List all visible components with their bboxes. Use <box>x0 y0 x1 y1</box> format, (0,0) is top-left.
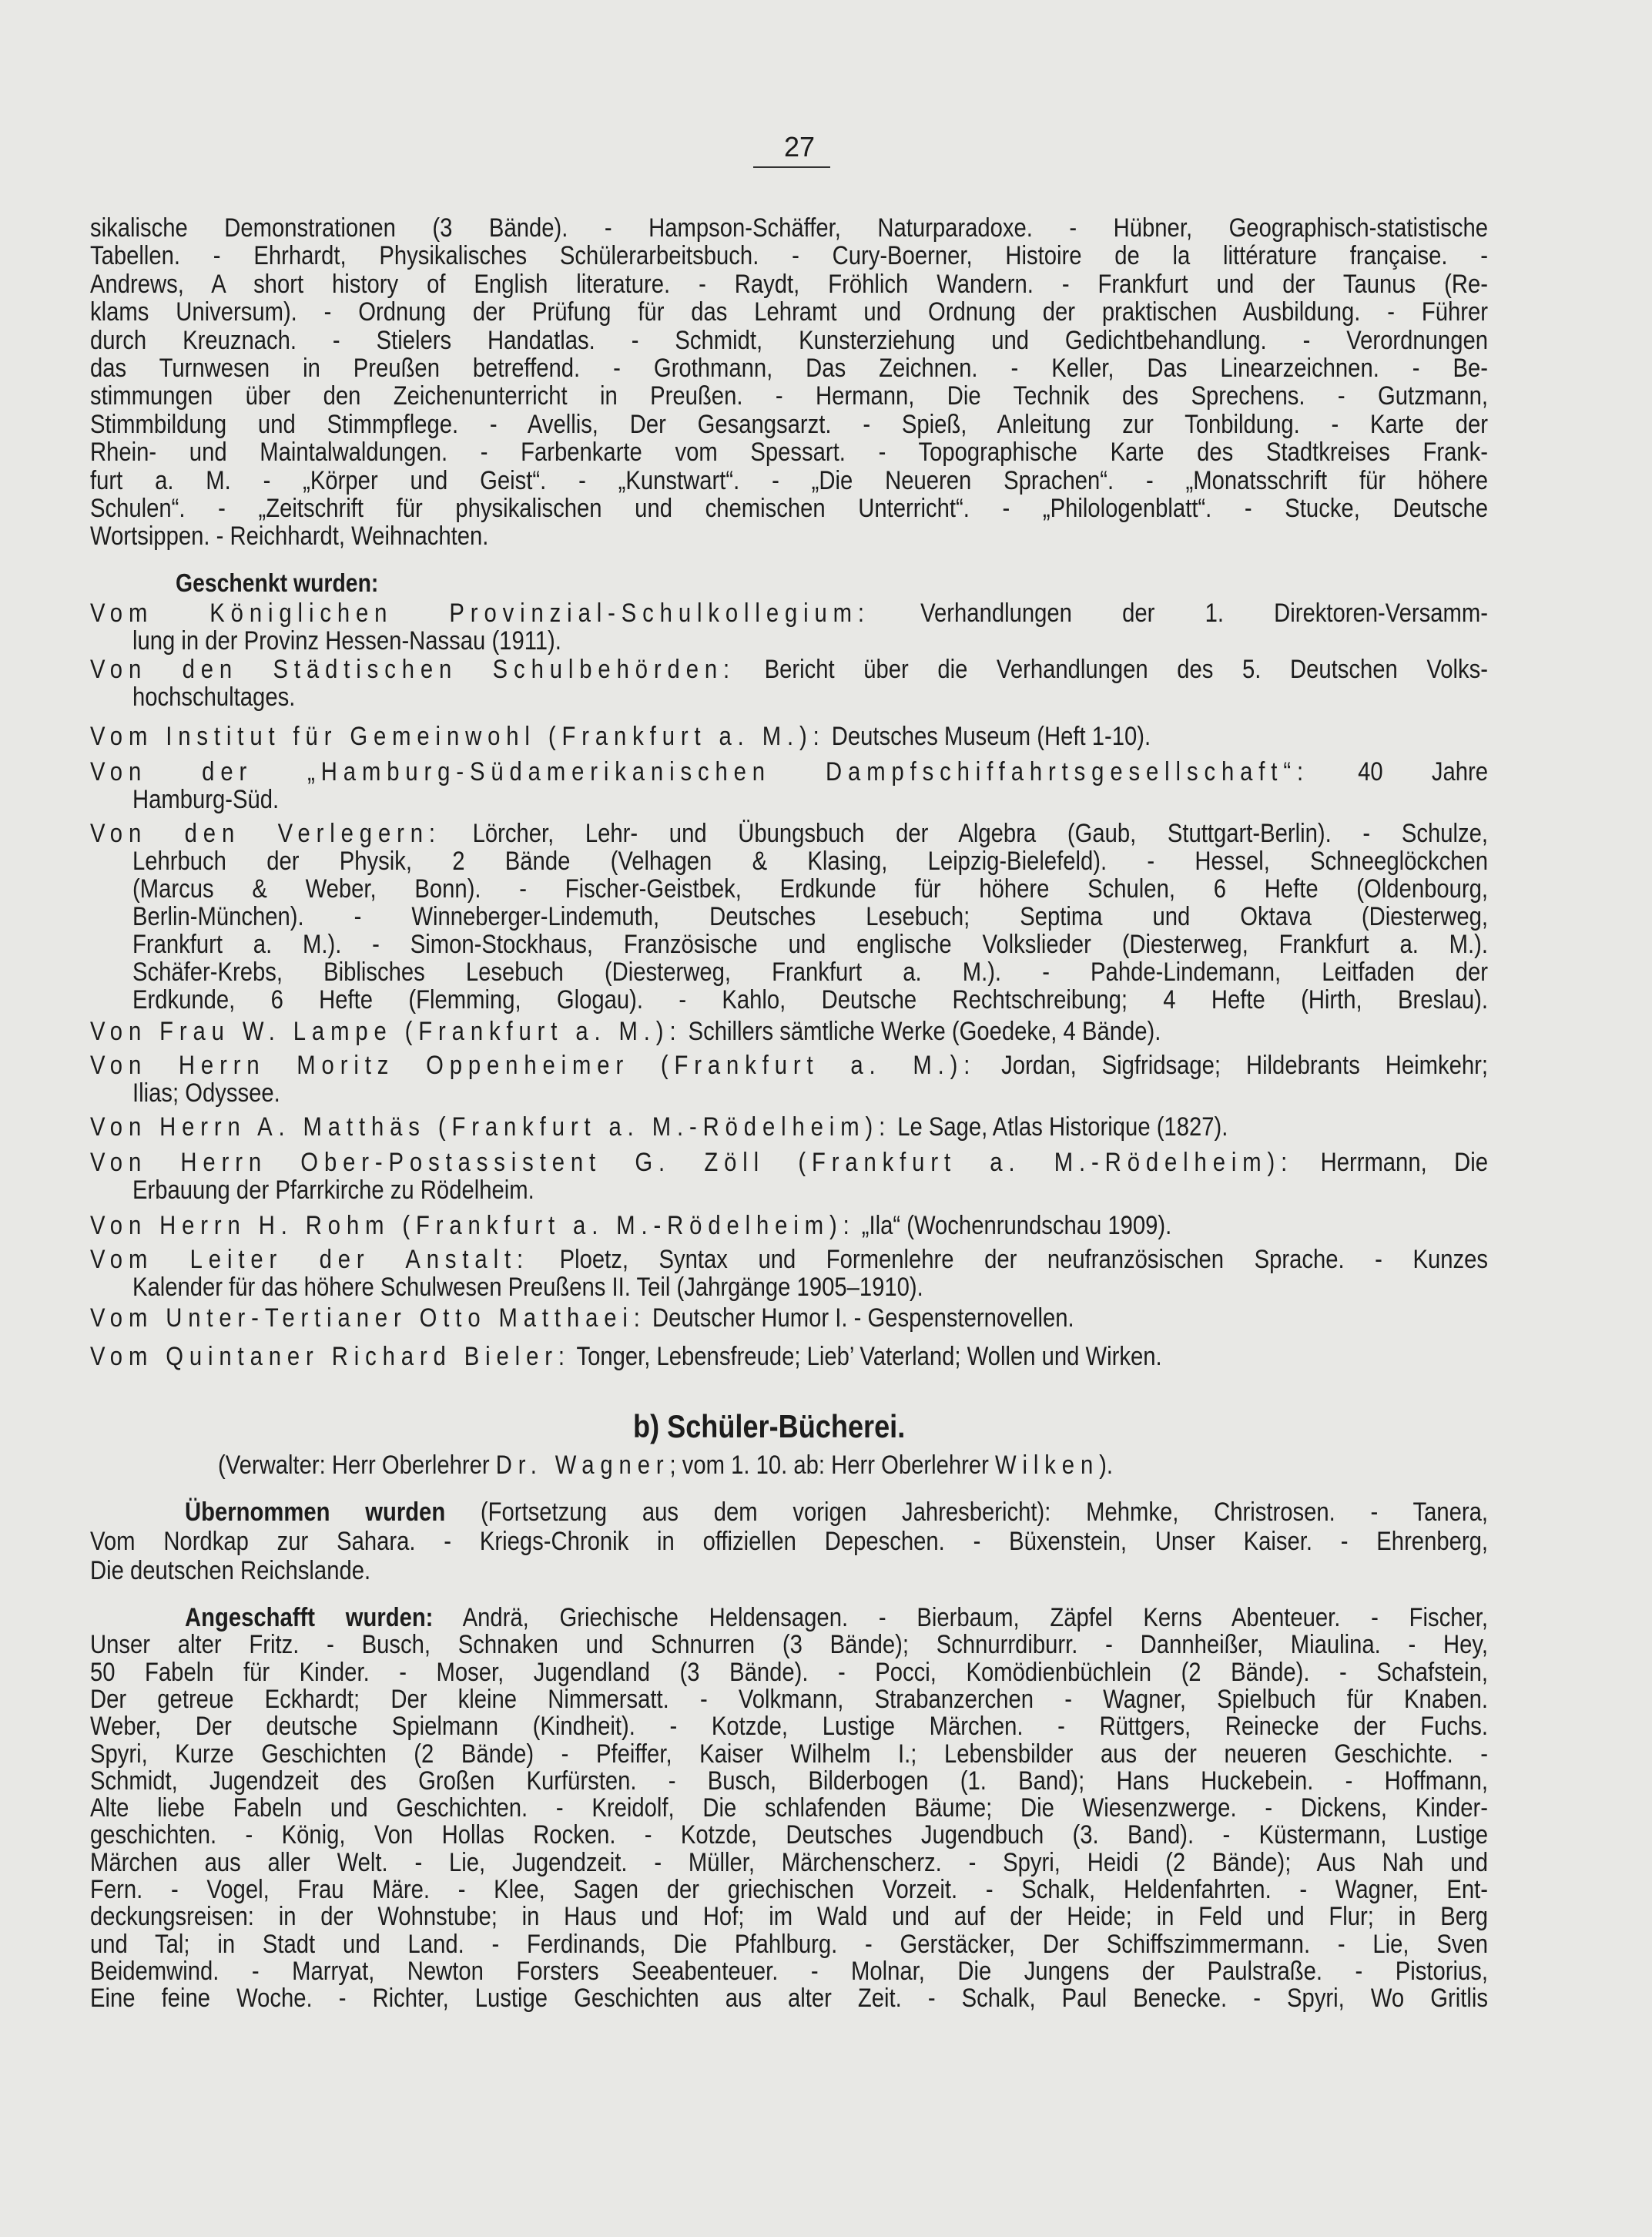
angeschafft-line: 50 Fabeln für Kinder. - Moser, Jugendland (3 Bände). - Pocci, Komödienbüchlein (2 Bände). - Schafstein, <box>90 1657 1488 1687</box>
text-line: sikalische Demonstrationen (3 Bände). - Hampson-Schäffer, Naturparadoxe. - Hübner, Geographisch-statistische <box>90 213 1488 243</box>
donation-entry <box>90 656 1488 683</box>
donation-entry-continuation: Hamburg-Süd. <box>132 785 280 814</box>
donation-entry <box>90 1212 1488 1239</box>
uebernommen-label: Übernommen wurden <box>185 1497 446 1527</box>
donation-entry <box>90 1304 1488 1332</box>
donation-entry <box>90 599 1488 627</box>
section-title-schuelerbuecherei: b) Schüler-Bücherei. <box>633 1408 906 1444</box>
text-line: Stimmbildung und Stimmpflege. - Avellis, Der Gesangsarzt. - Spieß, Anleitung zur Tonbildung. - Karte der <box>90 409 1488 439</box>
uebernommen-line: Vom Nordkap zur Sahara. - Kriegs-Chronik in offiziellen Depeschen. - Büxenstein, Unser Kaiser. - Ehrenberg, <box>90 1527 1488 1556</box>
donation-items: Le Sage, Atlas Historique (1827). <box>891 1112 1228 1142</box>
donation-items: Verhandlungen der 1. Direktoren-Versamm- <box>870 599 1489 628</box>
angeschafft-line: und Tal; in Stadt und Land. - Ferdinands, Die Pfahlburg. - Gerstäcker, Der Schiffszimmermann. - Lie, Sven <box>90 1929 1488 1959</box>
donation-entry-continuation: Berlin-München). - Winneberger-Lindemuth, Deutsches Lesebuch; Septima und Oktava (Diesterweg, <box>132 902 1488 931</box>
text-line: Schulen“. - „Zeitschrift für physikalischen und chemischen Unterricht“. - „Philologenblatt“. - Stucke, Deutsche <box>90 494 1488 523</box>
text-line: das Turnwesen in Preußen betreffend. - Grothmann, Das Zeichnen. - Keller, Das Linearzeichnen. - Be- <box>90 354 1488 383</box>
angeschafft-line: Spyri, Kurze Geschichten (2 Bände) - Pfeiffer, Kaiser Wilhelm I.; Lebensbilder aus der neueren Geschichte. - <box>90 1739 1488 1769</box>
text-line: Tabellen. - Ehrhardt, Physikalisches Schülerarbeitsbuch. - Cury-Boerner, Histoire de la littérature française. - <box>90 241 1488 271</box>
angeschafft-line: Unser alter Fritz. - Busch, Schnaken und Schnurren (3 Bände); Schnurrdiburr. - Dannheißer, Miaulina. - Hey, <box>90 1630 1488 1660</box>
donation-entry <box>90 1018 1488 1045</box>
text-line: Wortsippen. - Reichhardt, Weihnachten. <box>90 522 489 552</box>
angeschafft-line: deckungsreisen: in der Wohnstube; in Haus und Hof; im Wald und auf der Heide; in Feld und Flur; in Berg <box>90 1902 1488 1932</box>
donation-entry-continuation: Frankfurt a. M.). - Simon-Stockhaus, Französische und englische Volkslieder (Diesterweg, Frankfurt a. M.). <box>132 930 1488 959</box>
donor-name: Von Herrn H. Rohm (Frankfurt a. M.-Rödelheim): <box>90 1211 856 1240</box>
angeschafft-line: Märchen aus aller Welt. - Lie, Jugendzeit. - Müller, Märchenscherz. - Spyri, Heidi (2 Bände); Aus Nah und <box>90 1847 1488 1877</box>
verwalter-text: ; vom 1. 10. ab: Herr Oberlehrer <box>669 1451 996 1480</box>
donor-name: Vom Unter-Tertianer Otto Matthaei: <box>90 1303 646 1333</box>
donor-name: Von Frau W. Lampe (Frankfurt a. M.): <box>90 1017 682 1046</box>
donor-name: Vom Königlichen Provinzial-Schulkollegium: <box>90 599 870 628</box>
section-heading-geschenkt: Geschenkt wurden: <box>176 568 379 597</box>
donation-items: Deutscher Humor I. - Gespensternovellen. <box>645 1303 1074 1333</box>
donation-items: Ploetz, Syntax und Formenlehre der neufranzösischen Sprache. - Kunzes <box>529 1245 1488 1274</box>
librarian-name: Dr. Wagner <box>495 1451 670 1480</box>
angeschafft-line: Fern. - Vogel, Frau Märe. - Klee, Sagen der griechischen Vorzeit. - Schalk, Heldenfahrten. - Wagner, Ent- <box>90 1875 1488 1904</box>
donor-name: Vom Institut für Gemeinwohl (Frankfurt a. M.): <box>90 722 826 751</box>
donation-entry <box>90 1246 1488 1273</box>
donor-name: Von der „Hamburg-Südamerikanischen Dampfschiffahrtsgesellschaft“: <box>90 757 1309 786</box>
text-line: Andrews, A short history of English literature. - Raydt, Fröhlich Wandern. - Frankfurt und der Taunus (Re- <box>90 269 1488 299</box>
donor-name: Von Herrn Ober-Postassistent G. Zöll (Frankfurt a. M.-Rödelheim): <box>90 1148 1294 1177</box>
text-line: stimmungen über den Zeichenunterricht in Preußen. - Hermann, Die Technik des Sprechens. - Gutzmann, <box>90 381 1488 411</box>
donation-entry-continuation: Schäfer-Krebs, Biblisches Lesebuch (Diesterweg, Frankfurt a. M.). - Pahde-Lindemann, Leitfaden der <box>132 958 1488 987</box>
angeschafft-line: Eine feine Woche. - Richter, Lustige Geschichten aus alter Zeit. - Schalk, Paul Benecke. - Spyri, Wo Gritlis <box>90 1984 1488 2014</box>
donation-items: Lörcher, Lehr- und Übungsbuch der Algebra (Gaub, Stuttgart-Berlin). - Schulze, <box>441 819 1488 848</box>
donation-entry-continuation: Erbauung der Pfarrkirche zu Rödelheim. <box>132 1176 534 1205</box>
donation-entry <box>90 758 1488 786</box>
donation-entry-continuation: (Marcus & Weber, Bonn). - Fischer-Geistbek, Erdkunde für höhere Schulen, 6 Hefte (Oldenbourg, <box>132 874 1488 904</box>
donation-items: 40 Jahre <box>1309 757 1488 786</box>
donation-entry-continuation: Erdkunde, 6 Hefte (Flemming, Glogau). - Kahlo, Deutsche Rechtschreibung; 4 Hefte (Hirth, Breslau). <box>132 985 1488 1015</box>
donation-entry <box>90 1113 1488 1141</box>
verwalter-line <box>218 1451 1488 1479</box>
angeschafft-line: Schmidt, Jugendzeit des Großen Kurfürsten. - Busch, Bilderbogen (1. Band); Hans Huckebein. - Hoffmann, <box>90 1766 1488 1796</box>
donation-entry <box>90 1343 1488 1370</box>
donation-items: Schillers sämtliche Werke (Goedeke, 4 Bände). <box>682 1017 1161 1046</box>
text-line: furt a. M. - „Körper und Geist“. - „Kunstwart“. - „Die Neueren Sprachen“. - „Monatsschrift für höhere <box>90 465 1488 495</box>
uebernommen-line: Die deutschen Reichslande. <box>90 1556 371 1585</box>
page-number: 27 <box>783 131 816 163</box>
donation-entry <box>90 1051 1488 1079</box>
angeschafft-line: Der getreue Eckhardt; Der kleine Nimmersatt. - Volkmann, Strabanzerchen - Wagner, Spielbuch für Knaben. <box>90 1684 1488 1714</box>
angeschafft-line: Beidemwind. - Marryat, Newton Forsters Seeabenteuer. - Molnar, Die Jungens der Paulstraße. - Pistorius, <box>90 1956 1488 1986</box>
uebernommen-line <box>185 1498 1488 1526</box>
donor-name: Vom Quintaner Richard Bieler: <box>90 1342 571 1371</box>
donation-entry-continuation: Lehrbuch der Physik, 2 Bände (Velhagen & Klasing, Leipzig-Bielefeld). - Hessel, Schneeglöckchen <box>132 847 1488 876</box>
verwalter-text: ). <box>1099 1451 1113 1480</box>
donation-entry <box>90 820 1488 847</box>
donation-entry <box>90 723 1488 750</box>
donor-name: Von Herrn A. Matthäs (Frankfurt a. M.-Rödelheim): <box>90 1112 892 1142</box>
donation-items: Bericht über die Verhandlungen des 5. Deutschen Volks- <box>736 655 1488 684</box>
librarian-name: Wilken <box>995 1451 1100 1480</box>
angeschafft-line: Weber, Der deutsche Spielmann (Kindheit). - Kotzde, Lustige Märchen. - Rüttgers, Reinecke der Fuchs. <box>90 1712 1488 1742</box>
donation-entry-continuation: hochschultages. <box>132 683 296 712</box>
donor-name: Von den Städtischen Schulbehörden: <box>90 655 736 684</box>
donation-items: Deutsches Museum (Heft 1-10). <box>825 722 1151 751</box>
donor-name: Vom Leiter der Anstalt: <box>90 1245 530 1274</box>
angeschafft-line: geschichten. - König, Von Hollas Rocken. - Kotzde, Deutsches Jugendbuch (3. Band). - Küstermann, Lustige <box>90 1820 1488 1850</box>
donation-items: „Ila“ (Wochenrundschau 1909). <box>855 1211 1172 1240</box>
donation-items: Herrmann, Die <box>1293 1148 1489 1177</box>
donation-entry-continuation: lung in der Provinz Hessen-Nassau (1911). <box>132 626 561 656</box>
donor-name: Von den Verlegern: <box>90 819 441 848</box>
page-number-rule <box>753 166 830 168</box>
donor-name: Von Herrn Moritz Oppenheimer (Frankfurt a. M.): <box>90 1051 977 1080</box>
text-line: durch Kreuznach. - Stielers Handatlas. - Schmidt, Kunsterziehung und Gedichtbehandlung. - Verordnungen <box>90 325 1488 355</box>
text-line: klams Universum). - Ordnung der Prüfung für das Lehramt und Ordnung der praktischen Ausbildung. - Führer <box>90 297 1488 327</box>
angeschafft-label: Angeschafft wurden: <box>185 1603 434 1632</box>
donation-items: Tonger, Lebensfreude; Lieb’ Vaterland; Wollen und Wirken. <box>570 1342 1162 1371</box>
donation-entry <box>90 1149 1488 1176</box>
angeschafft-text: Andrä, Griechische Heldensagen. - Bierbaum, Zäpfel Kerns Abenteuer. - Fischer, <box>433 1603 1489 1632</box>
text-line: Rhein- und Maintalwaldungen. - Farbenkarte vom Spessart. - Topographische Karte des Stadtkreises Frank- <box>90 438 1488 468</box>
uebernommen-text: (Fortsetzung aus dem vorigen Jahresbericht): Mehmke, Christrosen. - Tanera, <box>445 1497 1488 1527</box>
verwalter-text: (Verwalter: Herr Oberlehrer <box>218 1451 496 1480</box>
donation-items: Jordan, Sigfridsage; Hildebrants Heimkehr; <box>976 1051 1489 1080</box>
donation-entry-continuation: Kalender für das höhere Schulwesen Preußens II. Teil (Jahrgänge 1905–1910). <box>132 1273 923 1302</box>
angeschafft-line <box>185 1604 1488 1632</box>
angeschafft-line: Alte liebe Fabeln und Geschichten. - Kreidolf, Die schlafenden Bäume; Die Wiesenzwerge. - Dickens, Kinder- <box>90 1793 1488 1823</box>
donation-entry-continuation: Ilias; Odyssee. <box>132 1078 280 1108</box>
